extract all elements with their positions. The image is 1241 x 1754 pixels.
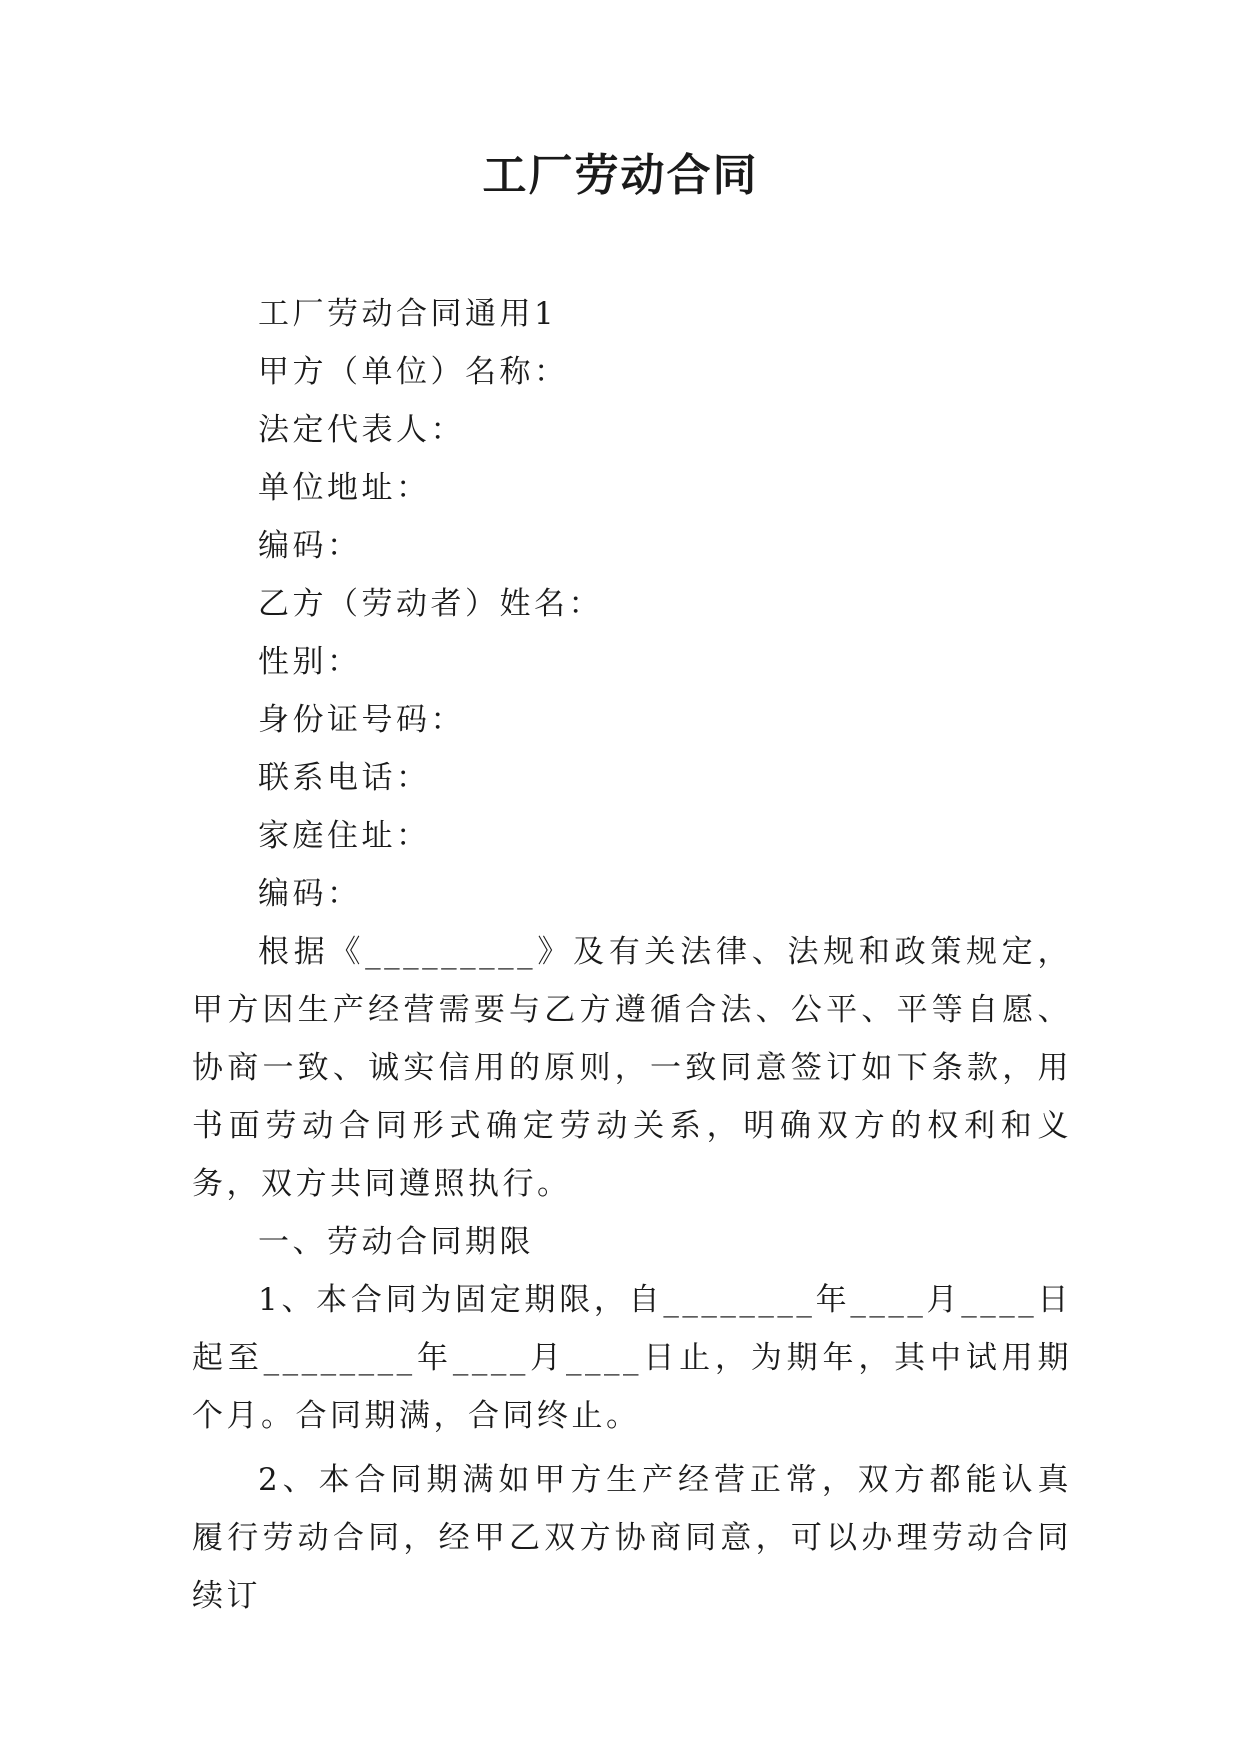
legal-representative-field: 法定代表人： xyxy=(258,412,465,448)
party-a-name-field: 甲方（单位）名称： xyxy=(258,354,569,390)
contract-subtitle: 工厂劳动合同通用1 xyxy=(258,296,558,332)
contract-body xyxy=(192,285,1072,1625)
gender-field: 性别： xyxy=(258,644,362,680)
party-a-address-field: 单位地址： xyxy=(258,470,431,506)
document-title: 工厂劳动合同 xyxy=(482,150,759,201)
party-b-name-field: 乙方（劳动者）姓名： xyxy=(258,586,603,622)
preamble-paragraph: 根据《_________》及有关法律、法规和政策规定，甲方因生产经营需要与乙方遵循合法、公平、平等自愿、协商一致、诚实信用的原则，一致同意签订如下条款，用书面劳动合同形式确定劳动关系，明确双方的权利和义务，双方共同遵照执行。 xyxy=(192,934,1072,1202)
section-heading: 一、劳动合同期限 xyxy=(258,1224,534,1260)
id-number-field: 身份证号码： xyxy=(258,702,465,738)
phone-field: 联系电话： xyxy=(258,760,431,796)
clause-2-paragraph: 2、本合同期满如甲方生产经营正常，双方都能认真履行劳动合同，经甲乙双方协商同意，可以办理劳动合同续订 xyxy=(192,1462,1072,1614)
party-b-postcode-field: 编码： xyxy=(258,876,362,912)
party-a-postcode-field: 编码： xyxy=(258,528,362,564)
home-address-field: 家庭住址： xyxy=(258,818,431,854)
clause-1-paragraph: 1、本合同为固定期限，自________年____月____日起至________年____月____日止，为期年，其中试用期个月。合同期满，合同终止。 xyxy=(192,1282,1072,1434)
